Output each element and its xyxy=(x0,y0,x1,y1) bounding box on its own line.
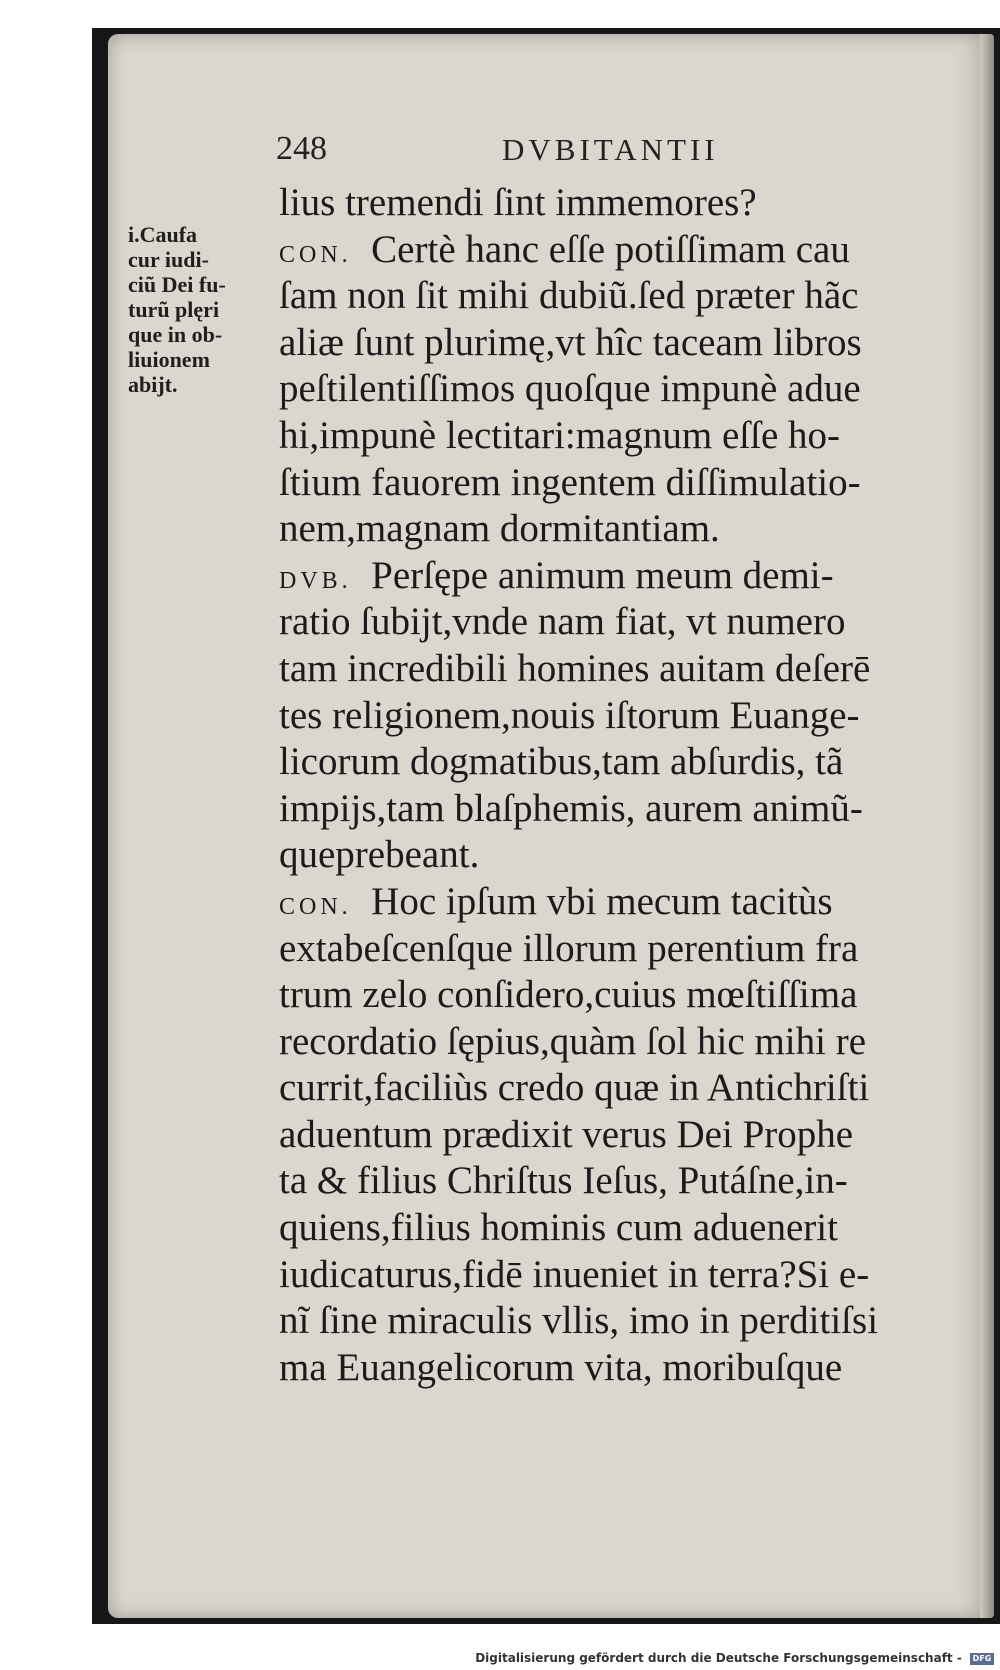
line-text: aduentum prædixit verus Dei Prophe xyxy=(279,1112,854,1156)
text-line xyxy=(279,646,969,693)
line-text: quiens,filius hominis cum aduenerit xyxy=(279,1206,838,1250)
marginal-note xyxy=(128,222,284,397)
text-line xyxy=(279,693,969,740)
text-line xyxy=(279,553,969,600)
text-line xyxy=(279,739,969,786)
line-text: impijs,tam blaſphemis, aurem animũ- xyxy=(279,786,863,830)
text-line xyxy=(279,1158,969,1205)
text-line xyxy=(279,1252,969,1299)
credit-text: Digitalisierung gefördert durch die Deutsche Forschungsgemeinschaft - xyxy=(475,1651,962,1665)
text-line xyxy=(279,320,969,367)
line-text: hi,impunè lectitari:magnum eſſe ho- xyxy=(279,413,841,457)
text-line xyxy=(279,227,969,274)
text-line xyxy=(279,1065,969,1112)
marginal-note-line: cur iudi- xyxy=(128,247,209,272)
speaker-label: CON. xyxy=(279,241,352,268)
text-line xyxy=(279,786,969,833)
text-line xyxy=(279,273,969,320)
marginal-note-line: que in ob- xyxy=(128,322,223,347)
line-text: nĩ ſine miraculis vllis, imo in perditiſsi xyxy=(279,1299,879,1343)
marginal-note-line: abijt. xyxy=(128,372,178,397)
line-text: aliæ ſunt plurimę,vt hîc taceam libros xyxy=(279,320,862,364)
marginal-note-line: liuionem xyxy=(128,347,210,372)
line-text: tam incredibili homines auitam deſerē xyxy=(279,646,871,690)
line-text: currit,faciliùs credo quæ in Antichriſti xyxy=(279,1066,870,1110)
running-head xyxy=(276,130,776,180)
line-text: queprebeant. xyxy=(279,833,480,877)
marginal-note-line: ciũ Dei fu- xyxy=(128,272,226,297)
text-line xyxy=(279,599,969,646)
line-text: Certè hanc eſſe potiſſimam cau xyxy=(371,227,850,271)
line-text: ſam non ſit mihi dubiũ.ſed præter hãc xyxy=(279,274,859,318)
speaker-label: DVB. xyxy=(279,567,352,594)
text-line xyxy=(279,1112,969,1159)
body-text xyxy=(279,180,969,1391)
text-line xyxy=(279,832,969,879)
text-line xyxy=(279,1019,969,1066)
text-line xyxy=(279,972,969,1019)
line-text: Perſępe animum meum demi- xyxy=(371,553,834,597)
line-text: extabeſcenſque illorum perentium fra xyxy=(279,926,859,970)
marginal-note-line: i.Caufa xyxy=(128,222,198,247)
text-line xyxy=(279,1345,969,1392)
line-text: iudicaturus,fidē inueniet in terra?Si e- xyxy=(279,1252,870,1296)
dfg-logo-icon: DFG xyxy=(970,1653,994,1665)
marginal-note-line: turũ plęri xyxy=(128,297,220,322)
text-line xyxy=(279,1298,969,1345)
digitization-credit xyxy=(469,1646,1000,1670)
speaker-label: CON. xyxy=(279,893,352,920)
text-line xyxy=(279,366,969,413)
line-text: tes religionem,nouis iſtorum Euange- xyxy=(279,693,860,737)
text-line xyxy=(279,180,969,227)
line-text: recordatio ſępius,quàm ſol hic mihi re xyxy=(279,1019,866,1063)
line-text: nem,magnam dormitantiam. xyxy=(279,507,720,551)
text-line xyxy=(279,1205,969,1252)
text-line xyxy=(279,926,969,973)
line-text: Hoc ipſum vbi mecum tacitùs xyxy=(371,879,833,923)
text-line xyxy=(279,460,969,507)
line-text: peſtilentiſſimos quoſque impunè adue xyxy=(279,367,861,411)
line-text: ta & filius Chriſtus Ieſus, Putáſne,in- xyxy=(279,1159,848,1203)
text-line xyxy=(279,413,969,460)
line-text: licorum dogmatibus,tam abſurdis, tã xyxy=(279,740,844,784)
running-title: DVBITANTII xyxy=(502,132,719,167)
line-text: lius tremendi ſint immemores? xyxy=(279,181,757,224)
page-edge xyxy=(980,34,994,1618)
line-text: ma Euangelicorum vita, moribuſque xyxy=(279,1345,843,1389)
line-text: trum zelo conſidero,cuius mœſtiſſima xyxy=(279,973,858,1017)
text-line xyxy=(279,506,969,553)
page-number: 248 xyxy=(276,130,327,167)
line-text: ſtium fauorem ingentem diſſimulatio- xyxy=(279,460,861,504)
line-text: ratio ſubijt,vnde nam fiat, vt numero xyxy=(279,600,846,644)
text-line xyxy=(279,879,969,926)
